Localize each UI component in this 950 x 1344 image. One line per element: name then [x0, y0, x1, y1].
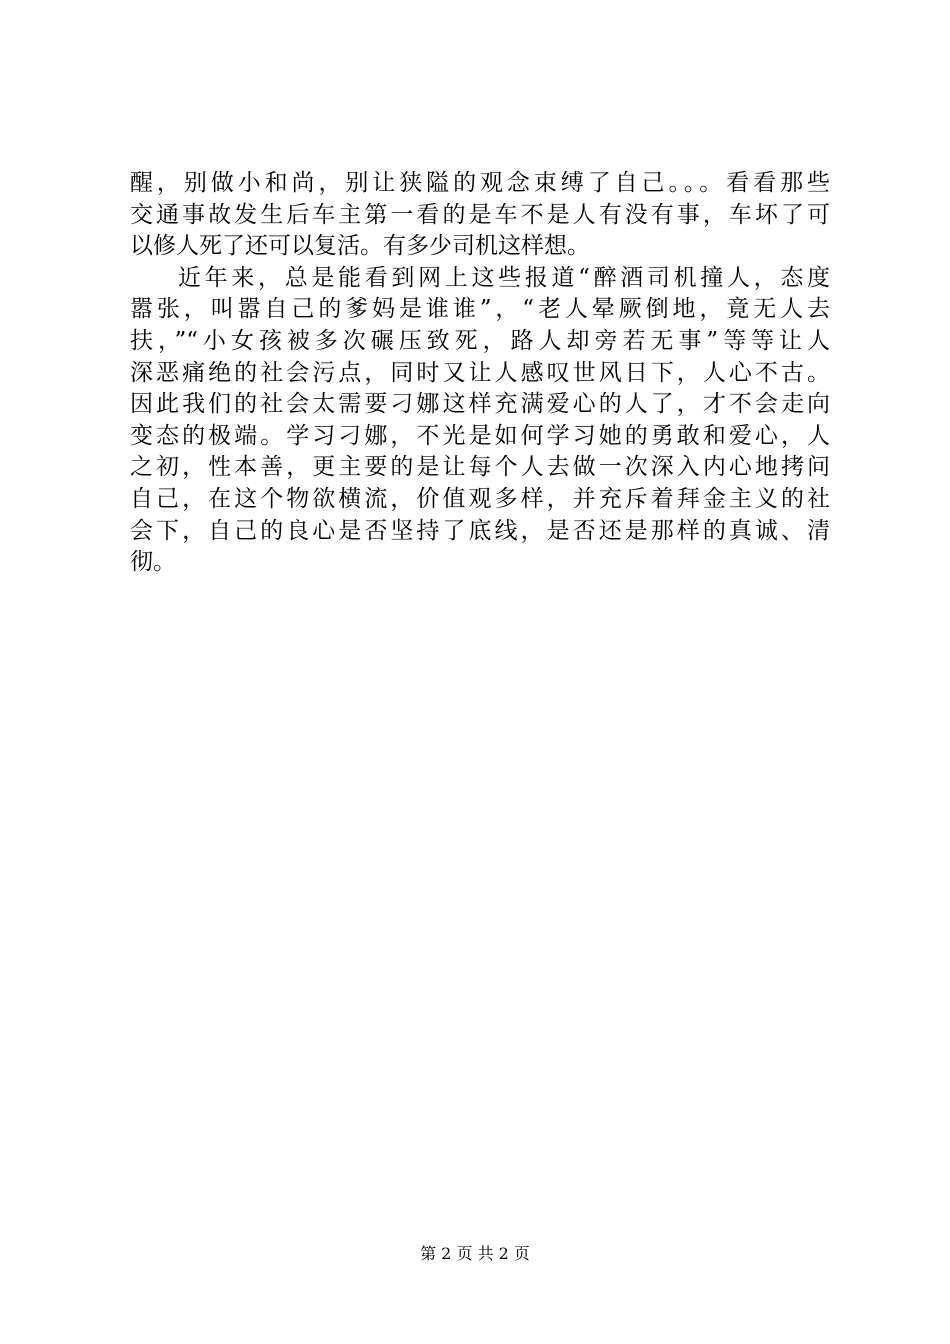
text-line: 会下，自己的良心是否坚持了底线，是否还是那样的真诚、清	[130, 517, 830, 544]
text-line: 变态的极端。学习刁娜，不光是如何学习她的勇敢和爱心，人	[130, 422, 830, 449]
document-body	[130, 168, 830, 579]
paragraph-first-line: 近年来，总是能看到网上这些报道“醉酒司机撞人，态度	[178, 264, 830, 291]
text-line: 嚣张，叫嚣自己的爹妈是谁谁”，“老人晕厥倒地，竟无人去	[130, 296, 830, 323]
text-line: 因此我们的社会太需要刁娜这样充满爱心的人了，才不会走向	[130, 391, 830, 418]
text-line: 以修人死了还可以复活。有多少司机这样想。	[130, 233, 590, 260]
text-line: 深恶痛绝的社会污点，同时又让人感叹世风日下，人心不古。	[130, 359, 830, 386]
text-line: 醒，别做小和尚，别让狭隘的观念束缚了自己。。。看看那些	[130, 170, 830, 196]
page-footer	[0, 1242, 950, 1266]
text-line: 自己，在这个物欲横流，价值观多样，并充斥着拜金主义的社	[130, 485, 830, 512]
text-line: 交通事故发生后车主第一看的是车不是人有没有事，车坏了可	[130, 201, 830, 228]
text-line: 之初，性本善，更主要的是让每个人去做一次深入内心地拷问	[130, 454, 830, 481]
text-line: 扶，”“小女孩被多次碾压致死，路人却旁若无事”等等让人	[130, 327, 830, 354]
page-number-label: 第 2 页 共 2 页	[420, 1244, 530, 1263]
text-line: 彻。	[130, 549, 176, 576]
